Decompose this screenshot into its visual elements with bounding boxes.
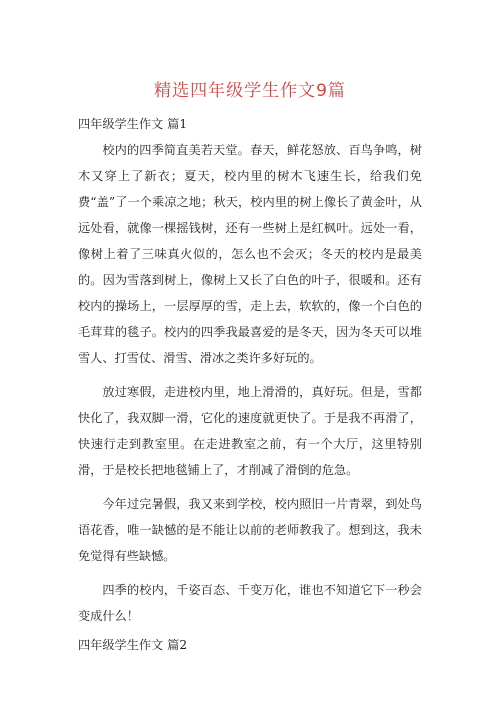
section-heading-1: 四年级学生作文 篇1 <box>78 117 188 131</box>
paragraph-4: 四季的校内，千姿百态、千变万化，谁也不知道它下一秒会变成什么！ <box>78 583 422 623</box>
section-heading-2: 四年级学生作文 篇2 <box>78 638 188 652</box>
paragraph-2: 放过寒假，走进校内里，地上滑滑的，真好玩。但是，雪都快化了，我双脚一滑，它化的速度就更快了。于是我不再滑了，快速行走到教室里。在走进教室之前，有一个大厅，这里特别滑，于是校长把地毯铺上了，才削减了滑倒的危急。 <box>78 385 422 477</box>
paragraph-3: 今年过完暑假，我又来到学校，校内照旧一片青翠，到处鸟语花香，唯一缺憾的是不能让以前的老师教我了。想到这，我未免觉得有些缺憾。 <box>78 497 422 563</box>
document-title: 精选四年级学生作文9篇 <box>154 81 346 101</box>
article-body <box>78 116 422 658</box>
paragraph-1: 校内的四季简直美若天堂。春天，鲜花怒放、百鸟争鸣，树木又穿上了新衣；夏天，校内里的树木飞速生长，给我们免费“盖”了一个乘凉之地；秋天，校内里的树上像长了黄金叶，从远处看，就像一棵摇钱树，还有一些树上是红枫叶。远处一看，像树上着了三味真火似的，怎么也不会灭；冬天的校内是最美的。因为雪落到树上，像树上又长了白色的叶子，很暖和。还有校内的操场上，一层厚厚的雪，走上去，软软的，像一个白色的毛茸茸的毯子。校内的四季我最喜爱的是冬天，因为冬天可以堆雪人、打雪仗、滑雪、滑冰之类许多好玩的。 <box>78 143 422 365</box>
